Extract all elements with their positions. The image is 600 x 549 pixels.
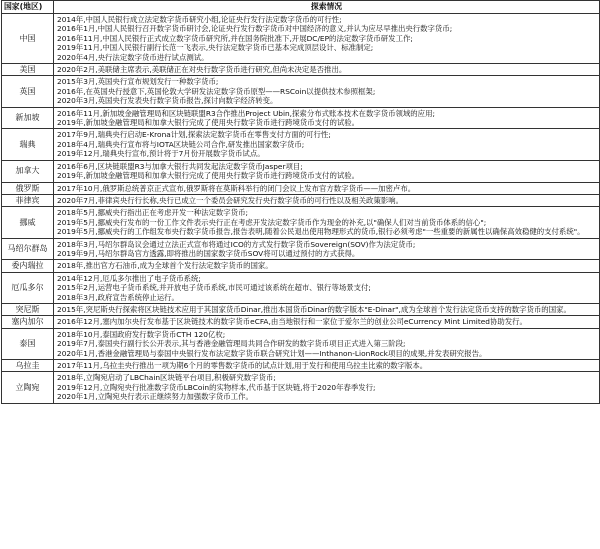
table-row <box>2 129 600 160</box>
table-row <box>2 64 600 76</box>
table-row <box>2 14 600 64</box>
country-cell: 突尼斯 <box>2 303 54 315</box>
exploration-cell <box>54 129 600 160</box>
table-row <box>2 194 600 206</box>
exploration-line: 2018年,推出官方石油币,成为全球首个发行法定数字货币的国家。 <box>57 261 273 271</box>
exploration-line: 2016年11月,新加坡金融管理局和区块链联盟R3合作推出Project Ubin,探索分布式账本技术在数字货币领域的应用; <box>57 108 435 118</box>
country-cell: 塞内加尔 <box>2 316 54 328</box>
exploration-cell <box>54 194 600 206</box>
exploration-cell <box>54 182 600 194</box>
exploration-line: 2017年11月,乌拉圭央行推出一项为期6个月的零售数字货币的试点计划,用于发行和使用乌拉圭比索的数字版本。 <box>57 361 428 370</box>
table-row <box>2 303 600 315</box>
table-row <box>2 360 600 372</box>
table-row <box>2 316 600 328</box>
exploration-line: 2019年5月,挪威央行发布的一份工作文件表示央行正在考虑开发法定数字货币作为现金的补充,以"确保人们对当前货币体系的信心"; <box>57 217 487 227</box>
exploration-line: 2020年3月,英国央行发表央行数字货币报告,探讨向数字经济转变。 <box>57 96 278 106</box>
exploration-cell <box>54 328 600 359</box>
exploration-cell <box>54 360 600 372</box>
table-row <box>2 260 600 272</box>
exploration-line: 2016年1月,中国人民银行召开数字货币研讨会,论证央行发行数字货币对中国经济的意义,并认为应尽早推出央行数字货币; <box>57 24 453 34</box>
country-cell: 瑞典 <box>2 129 54 160</box>
country-cell: 乌拉圭 <box>2 360 54 372</box>
country-cell: 俄罗斯 <box>2 182 54 194</box>
table-row <box>2 107 600 129</box>
exploration-cell <box>54 14 600 64</box>
exploration-line: 2019年,新加坡金融管理局和加拿大银行完成了使用央行数字货币进行跨境货币支付的试验。 <box>57 118 360 128</box>
header-country: 国家(地区) <box>2 1 54 14</box>
table-row <box>2 372 600 403</box>
exploration-line: 2017年9月,瑞典央行启动E-Krona计划,探索法定数字货币在零售支付方面的可行性; <box>57 130 331 140</box>
country-cell: 新加坡 <box>2 107 54 129</box>
exploration-line: 2020年2月,美联储主席表示,美联储正在对央行数字货币进行研究,但尚未决定是否推出。 <box>57 65 347 75</box>
exploration-cell <box>54 272 600 303</box>
country-cell: 挪威 <box>2 207 54 238</box>
exploration-cell <box>54 303 600 315</box>
header-exploration: 探索情况 <box>54 1 600 14</box>
country-cell: 菲律宾 <box>2 194 54 206</box>
table-row <box>2 207 600 238</box>
exploration-line: 2019年7月,泰国央行副行长公开表示,其与香港金融管理局共同合作研发的数字货币项目正式进入第三阶段; <box>57 339 406 349</box>
exploration-line: 2019年,新加坡金融管理局和加拿大银行完成了使用央行数字货币进行跨境货币支付的试验。 <box>57 171 360 181</box>
country-cell: 英国 <box>2 76 54 107</box>
country-cell: 立陶宛 <box>2 372 54 403</box>
exploration-line: 2018年5月,挪威央行指出正在考虑开发一种法定数字货币; <box>57 208 248 218</box>
exploration-line: 2016年,在英国央行授意下,英国伦敦大学研发法定数字货币原型——RSCoin以提供技术参照框架; <box>57 86 376 96</box>
country-cell: 马绍尔群岛 <box>2 238 54 260</box>
country-cell: 泰国 <box>2 328 54 359</box>
exploration-line: 2018年10月,泰国政府发行数字货币CTH 120亿枚; <box>57 329 226 339</box>
exploration-cell <box>54 107 600 129</box>
exploration-cell <box>54 372 600 403</box>
table-row <box>2 272 600 303</box>
exploration-line: 2019年12月,瑞典央行宣布,预计将于7月份开展数字货币试点。 <box>57 149 265 159</box>
table-row <box>2 160 600 182</box>
exploration-line: 2018年4月,瑞典央行宣布将与IOTA区块链公司合作,研发推出国家数字货币; <box>57 139 305 149</box>
exploration-line: 2017年10月,俄罗斯总统普京正式宣布,俄罗斯将在莫斯科举行的闭门会议上发布官方数字货币——加密卢布。 <box>57 183 416 193</box>
exploration-line: 2016年6月,区块链联盟R3与加拿大银行共同发起法定数字货币Jasper项目; <box>57 161 303 171</box>
exploration-cell <box>54 238 600 260</box>
exploration-line: 2019年5月,挪威央行的工作组发布央行数字货币报告,报告表明,随着公民退出使用物理形式的货币,银行必须考虑"一些重要的新属性以确保高效稳健的支付系统"。 <box>57 227 585 237</box>
country-cell: 厄瓜多尔 <box>2 272 54 303</box>
exploration-line: 2014年12月,厄瓜多尔推出了电子货币系统; <box>57 273 201 283</box>
table-header-row <box>2 1 600 14</box>
exploration-cell <box>54 64 600 76</box>
exploration-line: 2015年2月,运营电子货币系统,并开放电子货币系统,市民可通过该系统在超市、银行等场景支付; <box>57 283 371 293</box>
exploration-line: 2016年11月,中国人民银行正式成立数字货币研究所,并在国务院批准下,开展DC/EP的法定数字货币研发工作; <box>57 33 413 43</box>
country-cell: 加拿大 <box>2 160 54 182</box>
cbdc-exploration-table <box>1 0 600 404</box>
table-body <box>2 14 600 404</box>
exploration-cell <box>54 160 600 182</box>
exploration-line: 2018年3月,政府宣告系统停止运行。 <box>57 292 179 302</box>
exploration-line: 2020年4月,央行法定数字货币进行试点测试。 <box>57 52 209 62</box>
exploration-line: 2014年,中国人民银行成立法定数字货币研究小组,论证央行发行法定数字货币的可行性; <box>57 15 342 24</box>
table-row <box>2 328 600 359</box>
exploration-line: 2018年,立陶宛启动了LBChain区块链平台项目,积极研究数字货币; <box>57 373 276 383</box>
table-row <box>2 238 600 260</box>
exploration-cell <box>54 76 600 107</box>
exploration-line: 2020年1月,立陶宛央行表示正继续努力加强数字货币工作。 <box>57 392 253 402</box>
exploration-line: 2015年3月,英国央行宣布规划发行一种数字货币; <box>57 77 219 87</box>
exploration-line: 2019年12月,立陶宛央行批准数字货币LBCoin的实物样本,代币基于区块链,将于2020年春季发行; <box>57 382 376 392</box>
exploration-cell <box>54 207 600 238</box>
exploration-line: 2020年7月,菲律宾央行行长称,央行已成立一个委员会研究发行央行数字货币的可行性以及相关政策影响。 <box>57 195 404 205</box>
exploration-line: 2019年9月,马绍尔群岛官方透露,即将推出的国家数字货币SOV将可以通过预付的方式获得。 <box>57 248 360 258</box>
country-cell: 中国 <box>2 14 54 64</box>
table-row <box>2 182 600 194</box>
exploration-line: 2016年12月,塞内加尔央行发布基于区块链技术的数字货币eCFA,由当地银行和一家位于爱尔兰的创业公司eCurrency Mint Limited协助发行。 <box>57 317 527 327</box>
country-cell: 美国 <box>2 64 54 76</box>
exploration-line: 2020年1月,香港金融管理局与泰国中央银行发布法定数字货币联合研究计划——Inthanon-LionRock项目的成果,并发表研究报告。 <box>57 348 487 358</box>
exploration-line: 2018年3月,马绍尔群岛议会通过立法正式宣布将通过ICO的方式发行数字货币Sovereign(SOV)作为法定货币; <box>57 239 416 249</box>
exploration-line: 2019年11月,中国人民银行副行长范一飞表示,央行法定数字货币已基本完成顶层设计、标准制定; <box>57 43 374 53</box>
exploration-cell <box>54 260 600 272</box>
table-row <box>2 76 600 107</box>
exploration-line: 2015年,突尼斯央行探索将区块链技术应用于其国家货币Dinar,推出本国货币Dinar的数字版本"E-Dinar",成为全球首个发行法定货币支持的数字货币的国家。 <box>57 304 571 314</box>
country-cell: 委内瑞拉 <box>2 260 54 272</box>
exploration-cell <box>54 316 600 328</box>
